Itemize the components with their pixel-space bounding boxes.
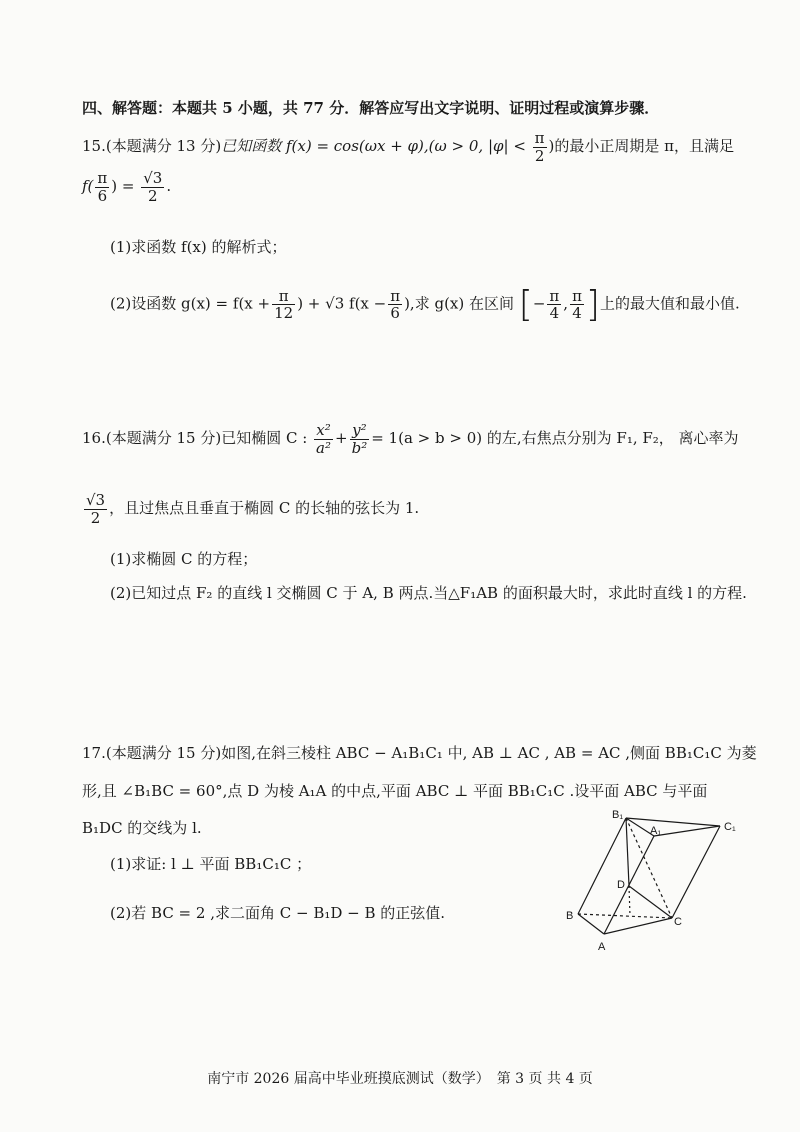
q16-line2 bbox=[82, 492, 419, 526]
frac-num: y² bbox=[350, 422, 370, 440]
frac-den: 6 bbox=[390, 304, 400, 322]
frac-den: 6 bbox=[97, 186, 108, 205]
q17-part2: (2)若 BC = 2 ,求二面角 C − B₁D − B 的正弦值. bbox=[110, 904, 446, 922]
frac-num: x² bbox=[314, 422, 333, 440]
label-b1: B₁ bbox=[612, 809, 624, 821]
q15-p2-frac2 bbox=[388, 288, 402, 322]
q16-intro bbox=[82, 422, 739, 456]
q15-cond-b: ) = bbox=[111, 177, 135, 195]
q15-points: (本题满分 13 分) bbox=[105, 137, 222, 155]
edge-c1-c bbox=[672, 826, 720, 918]
frac-num: π bbox=[572, 286, 582, 305]
frac-den: a² bbox=[316, 438, 332, 457]
q16-frac-x bbox=[314, 422, 333, 456]
edge-a1-c1 bbox=[654, 826, 720, 836]
q16-number: 16. bbox=[82, 429, 106, 447]
q16-frac-y bbox=[350, 422, 370, 456]
q15-intro-a: 已知函数 f(x) = cos(ωx + φ),(ω > 0, |φ| < bbox=[221, 137, 526, 155]
label-c1: C₁ bbox=[724, 821, 736, 833]
section-header: 四、解答题：本题共 5 小题，共 77 分．解答应写出文字说明、证明过程或演算步骤． bbox=[82, 99, 660, 117]
q15-p2-f: 上的最大值和最小值. bbox=[599, 294, 740, 313]
q15-part1: (1)求函数 f(x) 的解析式； bbox=[110, 238, 287, 256]
q15-intro-b: )的最小正周期是 π，且满足 bbox=[548, 137, 735, 155]
frac-num: π bbox=[97, 169, 108, 187]
seg-d-base-hidden bbox=[629, 886, 630, 916]
q15-condition bbox=[82, 170, 171, 204]
q16-points: (本题满分 15 分) bbox=[105, 429, 222, 447]
edge-b-c-hidden bbox=[578, 914, 672, 918]
frac-num: π bbox=[390, 286, 401, 305]
seg-d-c bbox=[629, 886, 672, 918]
q17-part1: (1)求证: l ⊥ 平面 BB₁C₁C ； bbox=[110, 855, 312, 873]
frac-num: √3 bbox=[86, 491, 106, 509]
label-a1: A₁ bbox=[650, 825, 662, 837]
edge-b-a bbox=[578, 914, 604, 934]
page-footer: 南宁市 2026 届高中毕业班摸底测试（数学） 第 3 页 共 4 页 bbox=[207, 1071, 593, 1087]
q16-l1-a: 已知椭圆 C : bbox=[221, 429, 308, 447]
q16-l1-c: = 1(a > b > 0) 的左,右焦点分别为 F₁, F₂， 离心率为 bbox=[371, 429, 739, 447]
q15-cond-a: f( bbox=[82, 177, 94, 195]
q16-part2: (2)已知过点 F₂ 的直线 l 交椭圆 C 于 A, B 两点.当△F₁AB 的面积最大时，求此时直线 l 的方程. bbox=[110, 584, 747, 602]
left-bracket: [ bbox=[518, 284, 533, 325]
q17-points: (本题满分 15 分) bbox=[105, 744, 222, 762]
q15-part2 bbox=[110, 284, 740, 325]
frac-num: π bbox=[534, 129, 545, 147]
q17-l1: 如图,在斜三棱柱 ABC − A₁B₁C₁ 中, AB ⊥ AC , AB = AC ,侧面 BB₁C₁C 为菱 bbox=[221, 744, 757, 762]
q15-p2-d: − bbox=[532, 294, 546, 313]
right-bracket: ] bbox=[585, 284, 600, 325]
q15-p2-frac4 bbox=[570, 288, 584, 322]
q15-p2-b: ) + √3 f(x − bbox=[297, 294, 387, 313]
seg-b1-d bbox=[626, 818, 629, 886]
label-a: A bbox=[598, 941, 606, 953]
frac-den: 4 bbox=[572, 304, 582, 322]
q15-p2-e: , bbox=[563, 294, 569, 313]
frac-num: π bbox=[549, 286, 560, 305]
frac-den: 2 bbox=[90, 508, 101, 527]
q15-p2-frac1 bbox=[272, 288, 295, 322]
q15-p2-frac3 bbox=[547, 288, 561, 322]
q17-line1 bbox=[82, 742, 757, 763]
q17-number: 17. bbox=[82, 744, 106, 762]
label-b: B bbox=[566, 910, 574, 922]
q15-intro bbox=[82, 130, 734, 164]
frac-num: π bbox=[272, 288, 295, 306]
frac-den: 2 bbox=[534, 146, 545, 165]
frac-num: √3 bbox=[143, 169, 163, 187]
q16-eccentricity-frac bbox=[84, 492, 107, 526]
q15-number: 15. bbox=[82, 137, 106, 155]
q17-line3: B₁DC 的交线为 l. bbox=[82, 819, 202, 837]
q15-p2-c: ),求 g(x) 在区间 bbox=[404, 294, 515, 313]
q15-intro-frac bbox=[533, 130, 547, 164]
edge-b1-b bbox=[578, 818, 626, 914]
q16-part1: (1)求椭圆 C 的方程； bbox=[110, 550, 258, 568]
frac-den: 2 bbox=[148, 186, 158, 205]
prism-figure bbox=[560, 808, 770, 958]
edge-a-c bbox=[604, 918, 672, 934]
frac-den: 4 bbox=[549, 304, 560, 322]
q15-cond-c: . bbox=[166, 177, 172, 195]
frac-den: b² bbox=[351, 438, 368, 457]
frac-den: 12 bbox=[274, 304, 294, 322]
label-c: C bbox=[674, 916, 682, 928]
edge-b1-c1 bbox=[626, 818, 720, 826]
q15-p2-a: (2)设函数 g(x) = f(x + bbox=[110, 294, 271, 313]
q16-l2-text: ，且过焦点且垂直于椭圆 C 的长轴的弦长为 1. bbox=[109, 499, 420, 517]
label-d: D bbox=[617, 879, 625, 891]
q15-cond-frac1 bbox=[95, 170, 109, 204]
q17-line2: 形,且 ∠B₁BC = 60°,点 D 为棱 A₁A 的中点,平面 ABC ⊥ 平面 BB₁C₁C .设平面 ABC 与平面 bbox=[82, 782, 708, 800]
q15-cond-frac2 bbox=[141, 170, 164, 204]
q16-l1-b: + bbox=[335, 429, 348, 447]
